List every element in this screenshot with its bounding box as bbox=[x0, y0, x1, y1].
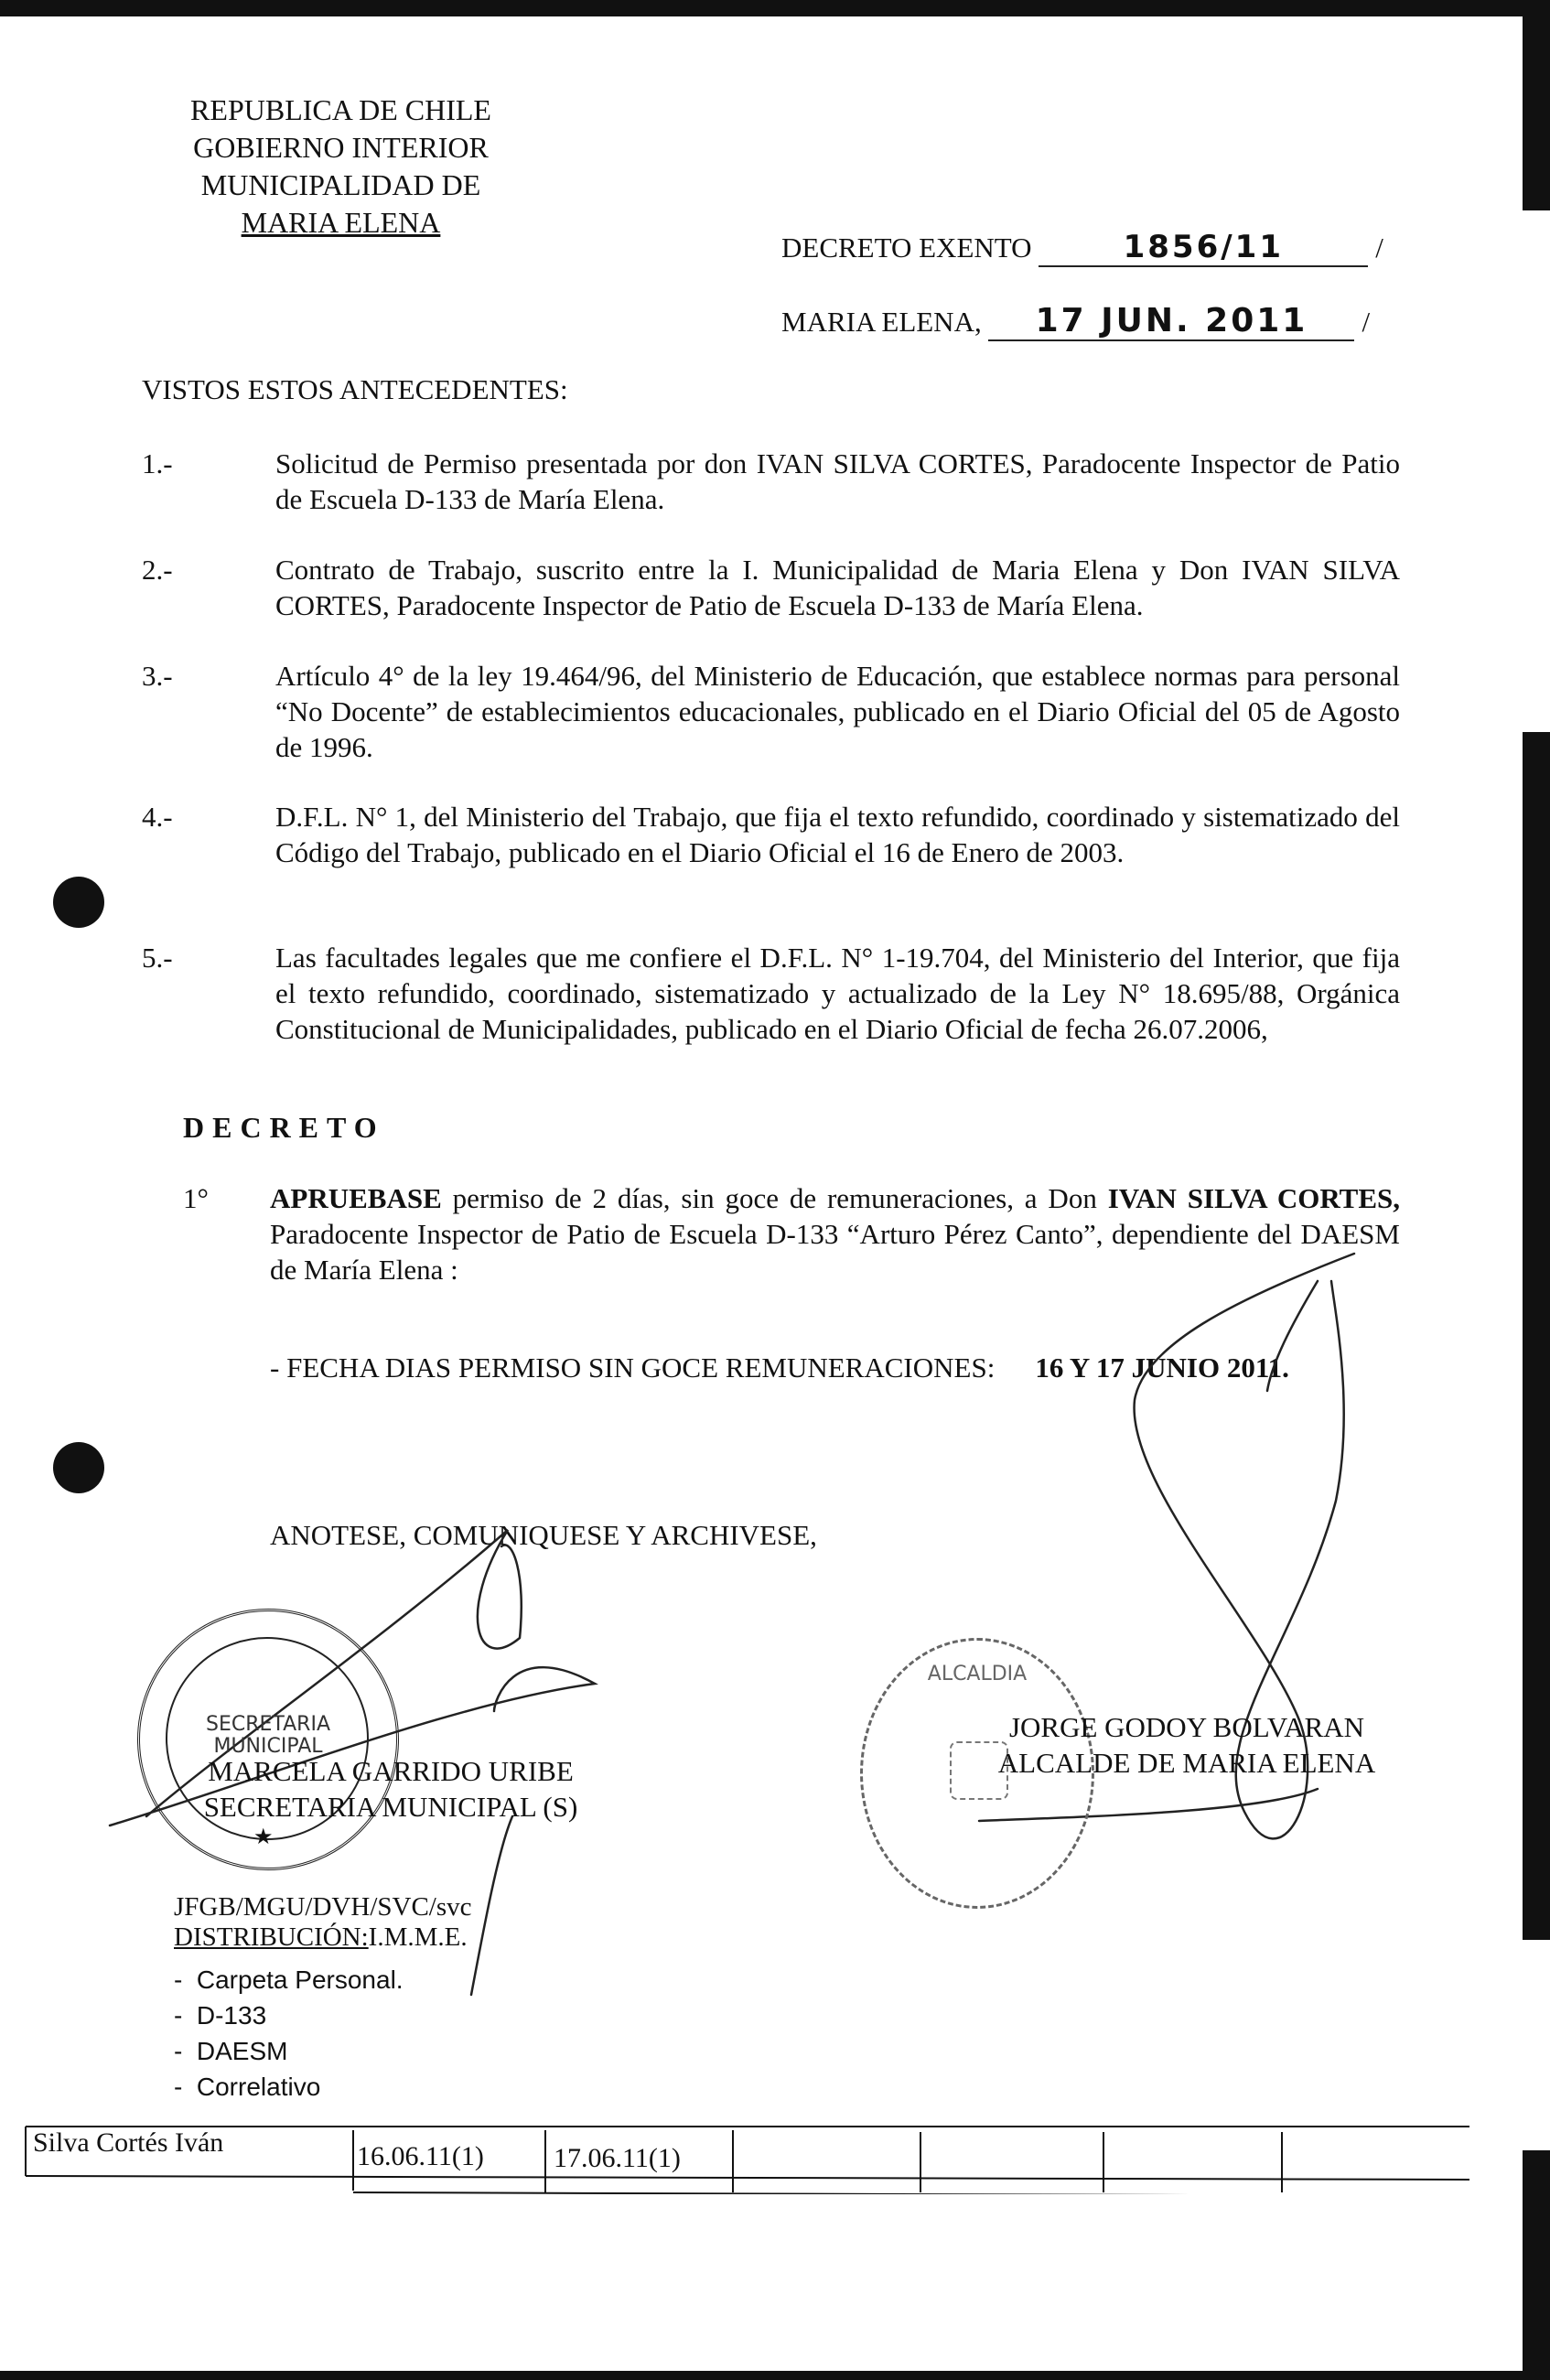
item-number: 4.- bbox=[142, 801, 173, 833]
distribution-item: - Carpeta Personal. bbox=[174, 1962, 404, 1998]
distribution-item: - DAESM bbox=[174, 2033, 404, 2069]
item-number: 2.- bbox=[142, 554, 173, 586]
signatory-title-right: ALCALDE DE MARIA ELENA bbox=[997, 1747, 1376, 1779]
item-text: D.F.L. N° 1, del Ministerio del Trabajo, que fija el texto refundido, coordinado y sistematizado del Código del Trabajo, publicado en el Diario Oficial el 16 de Enero de 2003. bbox=[275, 801, 1400, 868]
signature-block-left bbox=[203, 1753, 578, 1825]
seal-text-left: SECRETARIA MUNICIPAL bbox=[205, 1713, 331, 1758]
header-line: MUNICIPALIDAD DE bbox=[200, 168, 481, 201]
signatory-name-left: MARCELA GARRIDO URIBE bbox=[208, 1755, 574, 1787]
references-block bbox=[174, 1892, 472, 1953]
fecha-value: 16 Y 17 JUNIO 2011. bbox=[1035, 1352, 1289, 1384]
distribution-item: - Correlativo bbox=[174, 2069, 404, 2105]
star-icon: ★ bbox=[253, 1825, 274, 1849]
item-text: Las facultades legales que me confiere el D.F.L. N° 1-19.704, del Ministerio del Interior, que fija el texto refundido, coordinado, sistematizado y actualizado de la Ley N° 18.695/88, Orgánica Constitucional de Municipalidades, publicado en el Diario Oficial de fecha 26.07.2006, bbox=[275, 942, 1400, 1045]
decreto-number-line: DECRETO EXENTO 1856/11 / bbox=[781, 229, 1383, 265]
seal-text-right: ALCALDIA bbox=[927, 1663, 1028, 1685]
fecha-label: - FECHA DIAS PERMISO SIN GOCE REMUNERACIONES: bbox=[270, 1352, 996, 1384]
footer-date-cell: 16.06.11(1) bbox=[357, 2141, 484, 2171]
header-line: REPUBLICA DE CHILE bbox=[190, 93, 491, 126]
header-line: GOBIERNO INTERIOR bbox=[193, 131, 489, 164]
signature-block-right bbox=[972, 1709, 1402, 1781]
footer-record-table bbox=[24, 2121, 1469, 2194]
decreto-number: 1856/11 bbox=[1039, 229, 1368, 267]
articulo-text-b: Paradocente Inspector de Patio de Escuela D-133 “Arturo Pérez Canto”, dependiente del DAESM de María Elena : bbox=[270, 1218, 1400, 1286]
item-number: 1.- bbox=[142, 447, 173, 479]
signature-stroke-right-2 bbox=[1267, 1281, 1318, 1391]
distribution-list bbox=[174, 1962, 404, 2105]
distribution-label: DISTRIBUCIÓN: bbox=[174, 1922, 369, 1952]
decreto-label: DECRETO EXENTO bbox=[781, 232, 1032, 264]
decreto-title: DECRETO bbox=[183, 1111, 385, 1144]
articulo-number: 1° bbox=[183, 1182, 209, 1214]
item-text: Artículo 4° de la ley 19.464/96, del Ministerio de Educación, que establece normas para personal “No Docente” de establecimientos educacionales, publicado en el Diario Oficial del 05 de Agosto de 1996. bbox=[275, 660, 1400, 763]
initials: JFGB/MGU/DVH/SVC/svc bbox=[174, 1892, 472, 1922]
distribution-first: I.M.M.E. bbox=[368, 1922, 468, 1952]
signatory-title-left: SECRETARIA MUNICIPAL (S) bbox=[203, 1791, 578, 1823]
articulo-lead: APRUEBASE bbox=[270, 1182, 442, 1214]
item-number: 3.- bbox=[142, 660, 173, 692]
place-label: MARIA ELENA, bbox=[781, 306, 982, 338]
footer-name-cell: Silva Cortés Iván bbox=[33, 2127, 224, 2158]
articulo-text-a: permiso de 2 días, sin goce de remuneraciones, a Don bbox=[441, 1182, 1108, 1214]
vistos-title: VISTOS ESTOS ANTECEDENTES: bbox=[142, 373, 568, 405]
item-text: Solicitud de Permiso presentada por don IVAN SILVA CORTES, Paradocente Inspector de Patio de Escuela D-133 de María Elena. bbox=[275, 447, 1400, 515]
signature-tail-left bbox=[471, 1816, 512, 1995]
articulo-name: IVAN SILVA CORTES, bbox=[1107, 1182, 1400, 1214]
item-text: Contrato de Trabajo, suscrito entre la I. Municipalidad de Maria Elena y Don IVAN SILVA CORTES, Paradocente Inspector de Patio de Escuela D-133 de María Elena. bbox=[275, 554, 1400, 621]
footer-date-cell: 17.06.11(1) bbox=[554, 2143, 681, 2173]
signatory-name-right: JORGE GODOY BOLVARAN bbox=[1008, 1711, 1365, 1743]
closing-text: ANOTESE, COMUNIQUESE Y ARCHIVESE, bbox=[270, 1519, 817, 1551]
decreto-date-line: MARIA ELENA, 17 JUN. 2011 / bbox=[781, 302, 1371, 339]
item-number: 5.- bbox=[142, 942, 173, 974]
distribution-item: - D-133 bbox=[174, 1998, 404, 2033]
header-line: MARIA ELENA bbox=[241, 206, 441, 239]
decreto-date: 17 JUN. 2011 bbox=[988, 302, 1354, 341]
secretaria-seal bbox=[137, 1609, 399, 1870]
